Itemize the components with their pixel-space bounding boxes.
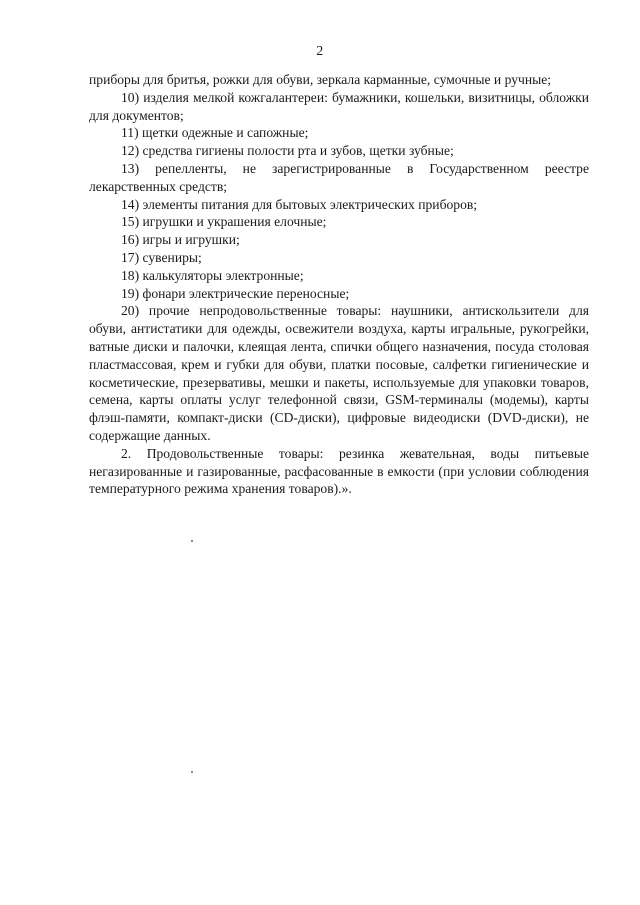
list-item-10: 10) изделия мелкой кожгалантереи: бумажники, кошельки, визитницы, обложки для документов; xyxy=(89,89,589,123)
list-item-19: 19) фонари электрические переносные; xyxy=(121,285,350,301)
list-item-18: 18) калькуляторы электронные; xyxy=(121,267,304,283)
document-body xyxy=(89,71,589,498)
list-item-12: 12) средства гигиены полости рта и зубов, щетки зубные; xyxy=(121,143,454,159)
paragraph-continuation: приборы для бритья, рожки для обуви, зеркала карманные, сумочные и ручные; xyxy=(89,72,552,87)
section-2-paragraph: 2. Продовольственные товары: резинка жевательная, воды питьевые негазированные и газированные, расфасованные в емкости (при условии соблюдения температурного режима хранения товаров).». xyxy=(89,445,589,497)
list-item-11: 11) щетки одежные и сапожные; xyxy=(121,125,309,141)
list-item-13: 13) репелленты, не зарегистрированные в Государственном реестре лекарственных средств; xyxy=(89,160,589,194)
list-item-15: 15) игрушки и украшения елочные; xyxy=(121,214,327,230)
list-item-17: 17) сувениры; xyxy=(121,249,202,265)
scan-speck xyxy=(191,771,193,773)
scan-speck xyxy=(191,540,193,542)
list-item-14: 14) элементы питания для бытовых электрических приборов; xyxy=(121,196,478,212)
list-item-20: 20) прочие непродовольственные товары: наушники, антискользители для обуви, антистатики для одежды, освежители воздуха, карты игральные, рукогрейки, ватные диски и палочки, клеящая лента, спички общего назначения, посуда столовая пластмассовая, крем и губки для обуви, платки посовые, салфетки гигиенические и косметические, презервативы, мешки и пакеты, используемые для упаковки товаров, семена, карты оплаты услуг телефонной связи, GSM-терминалы (модемы), карты флэш-памяти, компакт-диски (CD-диски), цифровые видеодиски (DVD-диски), не содержащие данных. xyxy=(89,303,589,443)
list-item-16: 16) игры и игрушки; xyxy=(121,232,240,248)
page-number: 2 xyxy=(316,44,324,59)
